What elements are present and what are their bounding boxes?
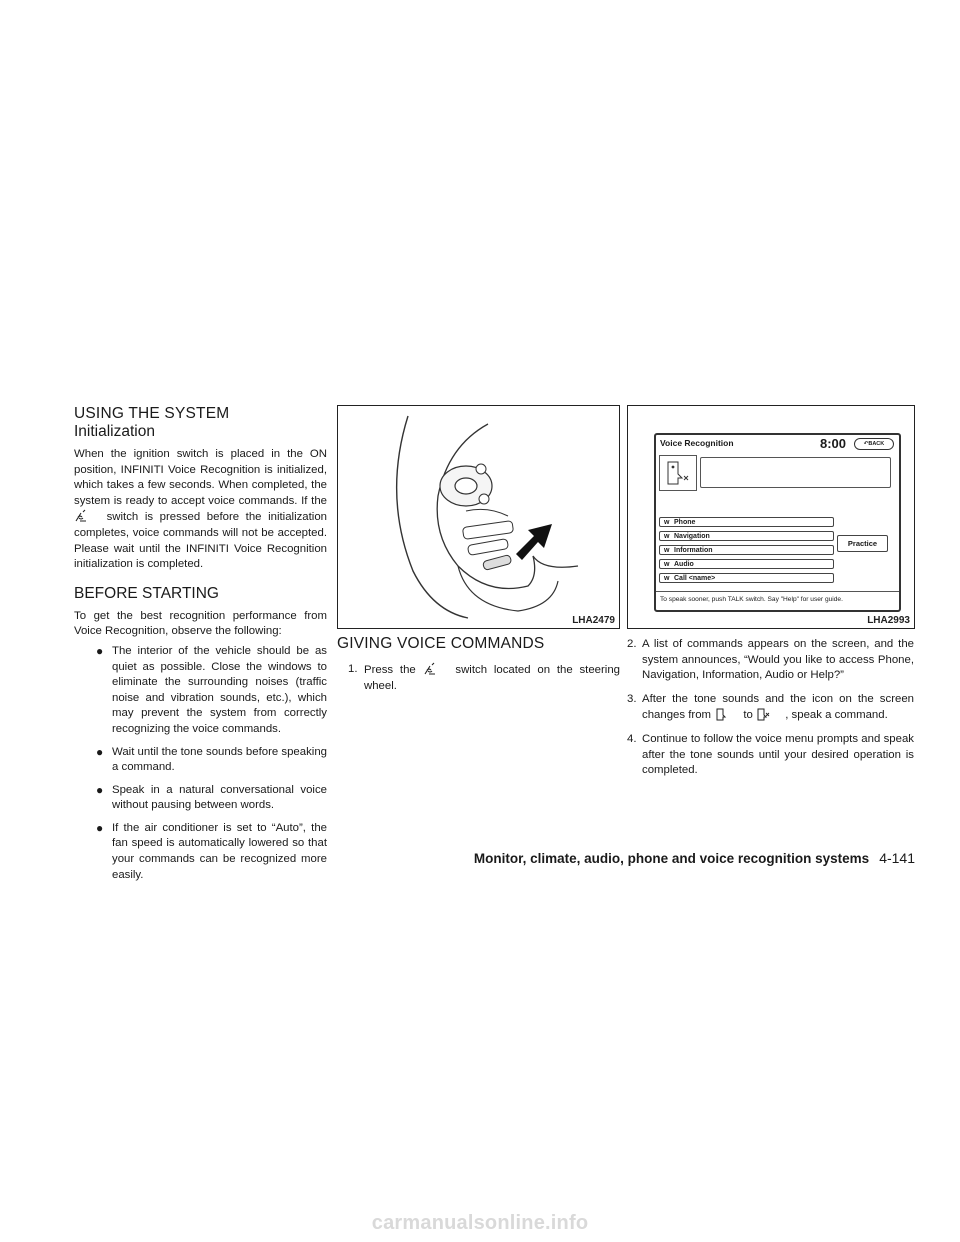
steering-wheel-figure — [337, 405, 620, 629]
speaker-idle-icon — [714, 707, 740, 722]
command-navigation[interactable]: ᴡ Navigation — [659, 531, 834, 541]
chapter-title: Monitor, climate, audio, phone and voice recognition systems — [473, 851, 870, 866]
talk-switch-icon — [74, 509, 100, 524]
left-column — [74, 405, 327, 890]
command-call-name[interactable]: ᴡ Call <name> — [659, 573, 834, 583]
voice-command-icon: ᴡ — [664, 519, 670, 526]
steps-continued — [627, 637, 914, 787]
steering-wheel-illustration — [338, 406, 619, 628]
voice-recognition-screen-figure — [627, 405, 915, 629]
talk-switch-icon — [423, 662, 449, 677]
speaker-listening-icon — [756, 707, 782, 722]
screen-hint: To speak sooner, push TALK switch. Say "Help" for user guide. — [660, 596, 843, 603]
giving-commands-heading: GIVING VOICE COMMANDS — [337, 635, 545, 652]
figure-label: LHA2993 — [867, 615, 910, 626]
speaker-status-icon — [659, 455, 697, 491]
before-starting-intro: To get the best recognition performance from Voice Recognition, observe the following: — [74, 609, 327, 638]
voice-command-icon: ᴡ — [664, 575, 670, 582]
list-item: ● The interior of the vehicle should be as quiet as possible. Close the windows to eliminate the surrounding noises (traffic noise and vibration sounds, etc.), which may prevent the system from correctly recognizing the voice commands. — [96, 643, 327, 735]
list-item: ● Speak in a natural conversational voice without pausing between words. — [96, 782, 327, 812]
initialization-heading: Initialization — [74, 423, 155, 440]
giving-commands-section — [337, 635, 620, 702]
figure-label: LHA2479 — [572, 615, 615, 626]
list-item: ● Wait until the tone sounds before speaking a command. — [96, 744, 327, 774]
voice-command-icon: ᴡ — [664, 533, 670, 540]
recognition-text-box — [700, 457, 891, 488]
list-item: ● If the air conditioner is set to “Auto”, the fan speed is automatically lowered so that your commands can be recognized more easily. — [96, 820, 327, 881]
steps-list-a — [337, 662, 620, 694]
command-phone[interactable]: ᴡ Phone — [659, 517, 834, 527]
page-footer — [425, 850, 915, 866]
list-item: 1. Press the switch located on the steering wheel. — [348, 663, 620, 692]
initialization-paragraph — [74, 447, 327, 573]
command-audio[interactable]: ᴡ Audio — [659, 559, 834, 569]
init-text-b: switch is pressed before the initialization completes, voice commands will not be accepted. Please wait until the INFINITI Voice Recognition initialization is completed. — [74, 511, 327, 571]
voice-recognition-screen — [654, 433, 901, 612]
command-information[interactable]: ᴡ Information — [659, 545, 834, 555]
list-item: 2. A list of commands appears on the screen, and the system announces, “Would you like to access Phone, Navigation, Information, Audio or Help?” — [627, 638, 914, 682]
init-text-a: When the ignition switch is placed in the ON position, INFINITI Voice Recognition is initialized, which takes a few seconds. When completed, the system is ready to accept voice commands. If the — [74, 448, 327, 507]
voice-command-icon: ᴡ — [664, 561, 670, 568]
back-button[interactable]: ↶BACK — [854, 438, 894, 450]
steps-list-b — [627, 637, 914, 779]
back-arrow-icon: ↶ — [863, 441, 869, 447]
list-item: 3. After the tone sounds and the icon on the screen changes from to , speak a command. — [627, 692, 914, 722]
voice-command-icon: ᴡ — [664, 547, 670, 554]
page-number: 4-141 — [879, 850, 915, 866]
watermark: carmanualsonline.info — [371, 1212, 589, 1234]
before-starting-heading: BEFORE STARTING — [74, 584, 219, 602]
clock: 8:00 — [820, 436, 847, 451]
section-title: USING THE SYSTEM — [74, 405, 230, 422]
screen-divider — [656, 591, 899, 592]
practice-button[interactable]: Practice — [837, 535, 888, 552]
tips-list — [74, 644, 327, 883]
list-item: 4. Continue to follow the voice menu prompts and speak after the tone sounds until your desired operation is completed. — [627, 732, 914, 777]
screen-title: Voice Recognition — [660, 438, 734, 448]
